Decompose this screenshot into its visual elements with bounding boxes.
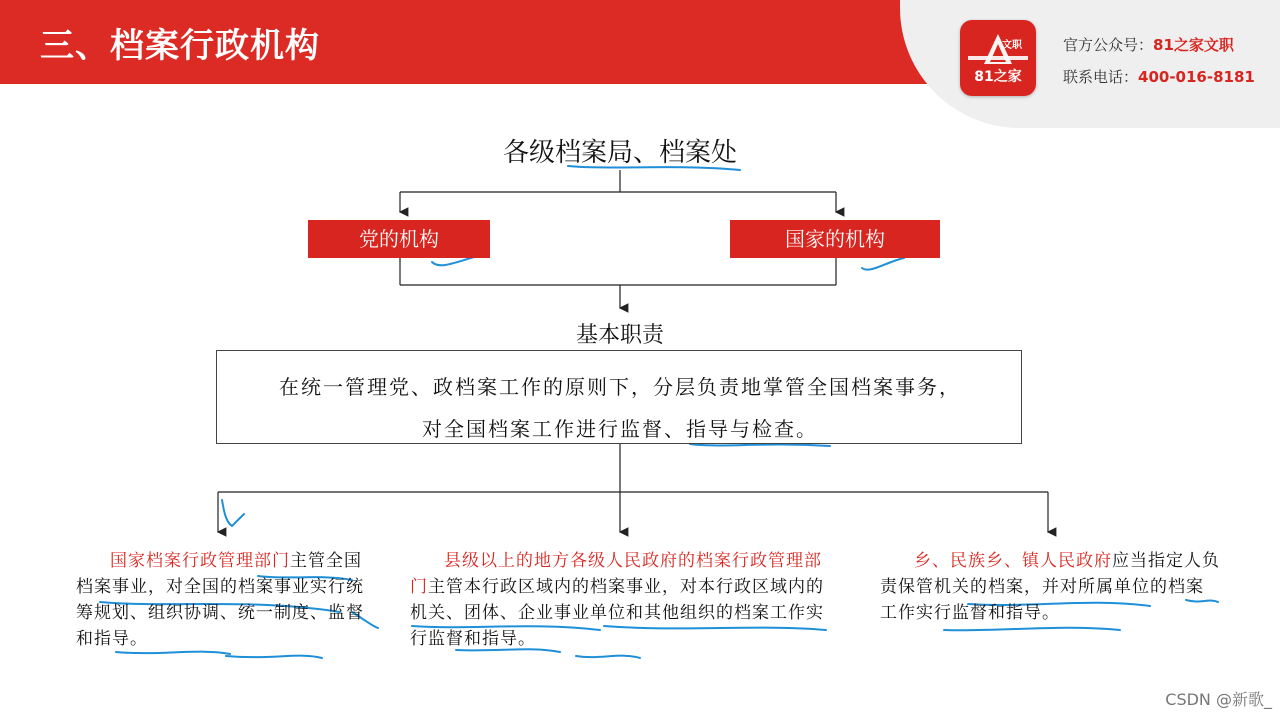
duties-title: 基本职责 xyxy=(575,323,664,348)
branch-township xyxy=(880,548,1220,626)
branch-national xyxy=(76,548,366,652)
tick-mark xyxy=(222,500,244,526)
logo-badge: 文职 xyxy=(1002,40,1022,51)
wechat-label: 官方公众号： xyxy=(1063,36,1154,54)
branch-township-text: 应当指定人负责保管机关的档案，并对所属单位的档案工作实行监督和指导。 xyxy=(880,551,1220,623)
duties-line-2: 对全国档案工作进行监督、指导与检查。 xyxy=(422,417,818,441)
underline-b1-d xyxy=(116,652,230,654)
wechat-value: 81之家文职 xyxy=(1153,36,1234,54)
underline-b3-c xyxy=(944,628,1120,631)
branch-local xyxy=(410,548,830,652)
logo-text: 81之家 xyxy=(974,69,1022,85)
underline-b2-d xyxy=(576,656,640,658)
phone-label: 联系电话： xyxy=(1063,68,1139,86)
branch-national-text: 主管全国档案事业，对全国的档案事业实行统筹规划、组织协调、统一制度、监督和指导。 xyxy=(76,551,364,649)
state-institution-box: 国家的机构 xyxy=(730,220,940,258)
branch-local-title: 县级以上的地方各级人民政府的档案行政管理部门 xyxy=(410,551,822,597)
underline-state xyxy=(862,258,904,270)
duties-box xyxy=(216,350,1022,444)
branch-national-title: 国家档案行政管理部门 xyxy=(110,551,290,571)
source-watermark: CSDN @新歌_ xyxy=(1165,690,1272,709)
branch-township-title: 乡、民族乡、镇人民政府 xyxy=(914,551,1112,571)
underline-b1-e xyxy=(226,656,322,658)
underline-duty-2b xyxy=(690,444,830,446)
top-node-archives-bureau: 各级档案局、档案处 xyxy=(502,138,737,168)
page-title: 三、档案行政机构 xyxy=(40,26,320,66)
phone-value: 400-016-8181 xyxy=(1138,68,1255,86)
party-institution-box: 党的机构 xyxy=(308,220,490,258)
branch-local-text: 主管本行政区域内的档案事业，对本行政区域内的机关、团体、企业事业单位和其他组织的档案工作实行监督和指导。 xyxy=(410,577,824,649)
duties-line-1: 在统一管理党、政档案工作的原则下，分层负责地掌管全国档案事务， xyxy=(279,375,961,399)
